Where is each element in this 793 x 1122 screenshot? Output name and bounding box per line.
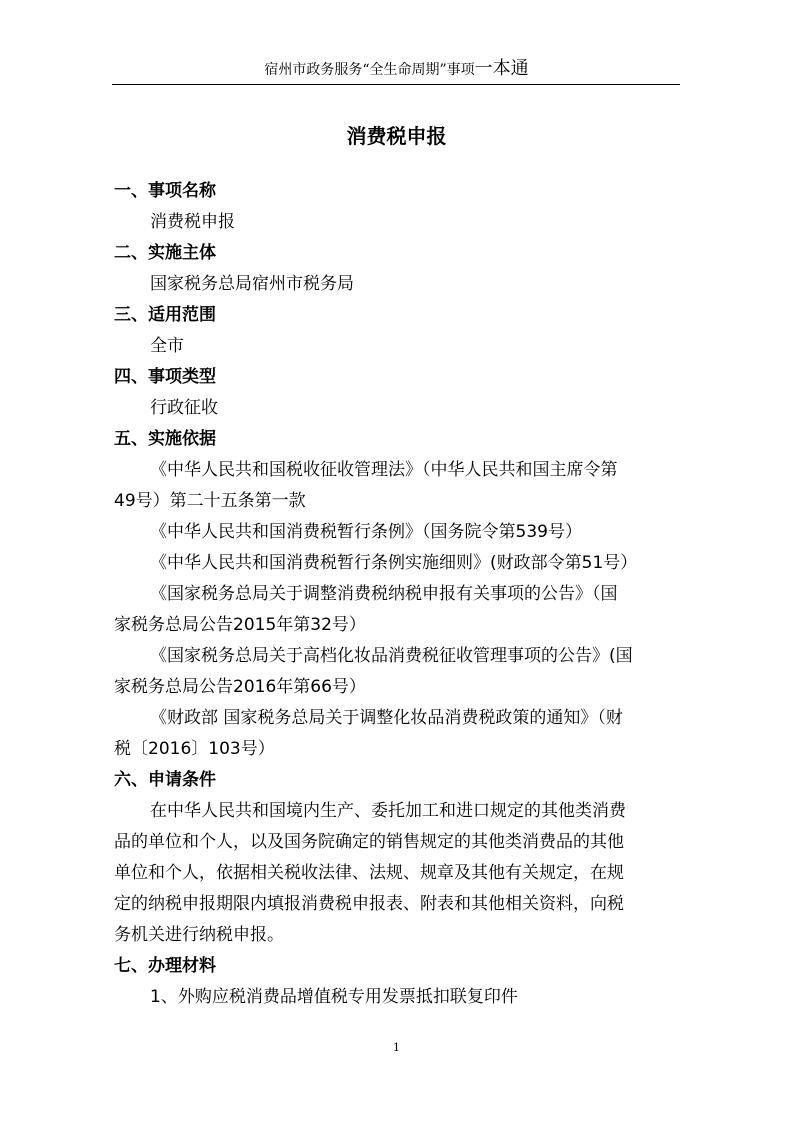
conditions-paragraph-line: 定的纳税申报期限内填报消费税申报表、附表和其他相关资料，向税 [114, 894, 624, 914]
section-heading-materials: 七、办理材料 [114, 956, 216, 976]
legal-basis-line: 49号）第二十五条第一款 [114, 491, 306, 511]
running-header [0, 58, 793, 81]
legal-basis-line: 《国家税务总局关于调整消费税纳税申报有关事项的公告》（国 [150, 584, 618, 604]
conditions-paragraph-line: 单位和个人，依据相关税收法律、法规、规章及其他有关规定，在规 [114, 863, 624, 883]
header-rule [112, 84, 680, 85]
document-body [114, 176, 682, 1013]
conditions-paragraph-line: 务机关进行纳税申报。 [114, 925, 284, 945]
conditions-paragraph-line: 在中华人民共和国境内生产、委托加工和进口规定的其他类消费 [150, 801, 626, 821]
section-heading-legal-basis: 五、实施依据 [114, 429, 216, 449]
item-type-value: 行政征收 [150, 398, 218, 418]
section-heading-item-name: 一、事项名称 [114, 181, 216, 201]
document-title: 消费税申报 [346, 124, 447, 148]
legal-basis-line: 《中华人民共和国税收征收管理法》（中华人民共和国主席令第 [150, 460, 618, 480]
legal-basis-line: 《财政部 国家税务总局关于调整化妆品消费税政策的通知》（财 [150, 708, 623, 728]
legal-basis-line: 《中华人民共和国消费税暂行条例实施细则》(财政部令第51号） [150, 553, 638, 573]
running-header-text: 宿州市政务服务“全生命周期”事项 [264, 62, 475, 78]
section-heading-scope: 三、适用范围 [114, 305, 216, 325]
section-heading-implementing-body: 二、实施主体 [114, 243, 216, 263]
running-header-suffix: 一本通 [474, 58, 529, 79]
materials-item: 1、外购应税消费品增值税专用发票抵扣联复印件 [150, 987, 518, 1007]
legal-basis-line: 《中华人民共和国消费税暂行条例》（国务院令第539号） [150, 522, 582, 542]
page-number: 1 [393, 1041, 400, 1054]
legal-basis-line: 税〔2016〕103号） [114, 739, 275, 759]
section-heading-conditions: 六、申请条件 [114, 770, 216, 790]
legal-basis-line: 《国家税务总局关于高档化妆品消费税征收管理事项的公告》(国 [150, 646, 633, 666]
section-heading-item-type: 四、事项类型 [114, 367, 216, 387]
conditions-paragraph-line: 品的单位和个人，以及国务院确定的销售规定的其他类消费品的其他 [114, 832, 624, 852]
scope-value: 全市 [150, 336, 184, 356]
item-name-value: 消费税申报 [150, 212, 235, 232]
implementing-body-value: 国家税务总局宿州市税务局 [150, 274, 354, 294]
legal-basis-line: 家税务总局公告2015年第32号） [114, 615, 366, 635]
legal-basis-line: 家税务总局公告2016年第66号） [114, 677, 366, 697]
